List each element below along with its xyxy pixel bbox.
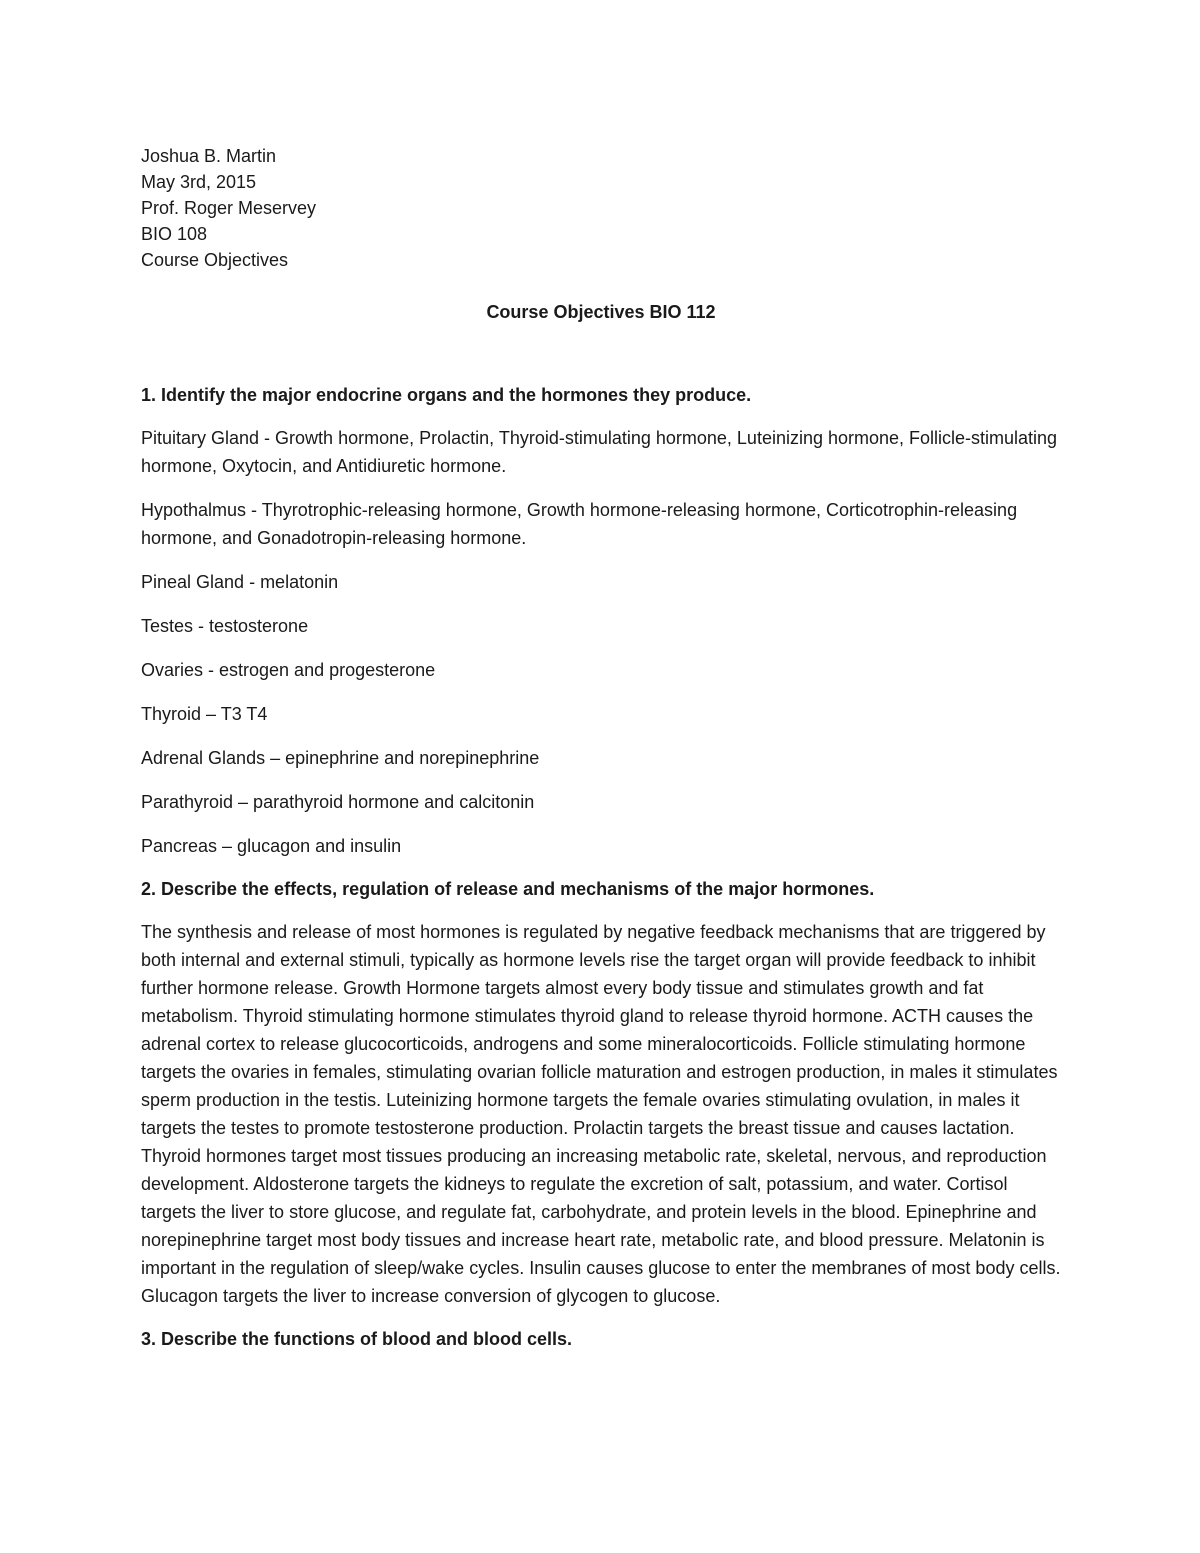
section-1-heading: 1. Identify the major endocrine organs and the hormones they produce.	[141, 385, 752, 405]
author-name: Joshua B. Martin	[141, 146, 277, 166]
list-item: Parathyroid – parathyroid hormone and calcitonin	[141, 792, 535, 812]
list-item: Adrenal Glands – epinephrine and norepinephrine	[141, 748, 540, 768]
document-page	[141, 143, 1061, 1352]
list-item: Hypothalmus - Thyrotrophic-releasing hormone, Growth hormone-releasing hormone, Corticotrophin-releasing hormone, and Gonadotropin-releasing hormone.	[141, 500, 1018, 548]
assignment-name: Course Objectives	[141, 250, 289, 270]
professor-name: Prof. Roger Meservey	[141, 198, 317, 218]
section-2-body: The synthesis and release of most hormones is regulated by negative feedback mechanisms that are triggered by both internal and external stimuli, typically as hormone levels rise the target organ will provide feedback to inhibit further hormone release. Growth Hormone targets almost every body tissue and stimulates growth and fat metabolism. Thyroid stimulating hormone stimulates thyroid gland to release thyroid hormone. ACTH causes the adrenal cortex to release glucocorticoids, androgens and some mineralocorticoids. Follicle stimulating hormone targets the ovaries in females, stimulating ovarian follicle maturation and estrogen production, in males it stimulates sperm production in the testis. Luteinizing hormone targets the female ovaries stimulating ovulation, in males it targets the testes to promote testosterone production. Prolactin targets the breast tissue and causes lactation. Thyroid hormones target most tissues producing an increasing metabolic rate, skeletal, nervous, and reproduction development. Aldosterone targets the kidneys to regulate the excretion of salt, potassium, and water. Cortisol targets the liver to store glucose, and regulate fat, carbohydrate, and protein levels in the blood. Epinephrine and norepinephrine target most body tissues and increase heart rate, metabolic rate, and blood pressure. Melatonin is important in the regulation of sleep/wake cycles. Insulin causes glucose to enter the membranes of most body cells. Glucagon targets the liver to increase conversion of glycogen to glucose.	[141, 922, 1061, 1306]
list-item: Ovaries - estrogen and progesterone	[141, 660, 436, 680]
list-item: Pineal Gland - melatonin	[141, 572, 339, 592]
section-2-heading: 2. Describe the effects, regulation of release and mechanisms of the major hormones.	[141, 879, 875, 899]
page-title: Course Objectives BIO 112	[486, 302, 716, 322]
section-3-heading: 3. Describe the functions of blood and blood cells.	[141, 1329, 573, 1349]
list-item: Testes - testosterone	[141, 616, 309, 636]
list-item: Pancreas – glucagon and insulin	[141, 836, 402, 856]
document-date: May 3rd, 2015	[141, 172, 257, 192]
list-item: Pituitary Gland - Growth hormone, Prolactin, Thyroid-stimulating hormone, Luteinizing hormone, Follicle-stimulating hormone, Oxytocin, and Antidiuretic hormone.	[141, 428, 1058, 476]
list-item: Thyroid – T3 T4	[141, 704, 268, 724]
course-code: BIO 108	[141, 224, 208, 244]
